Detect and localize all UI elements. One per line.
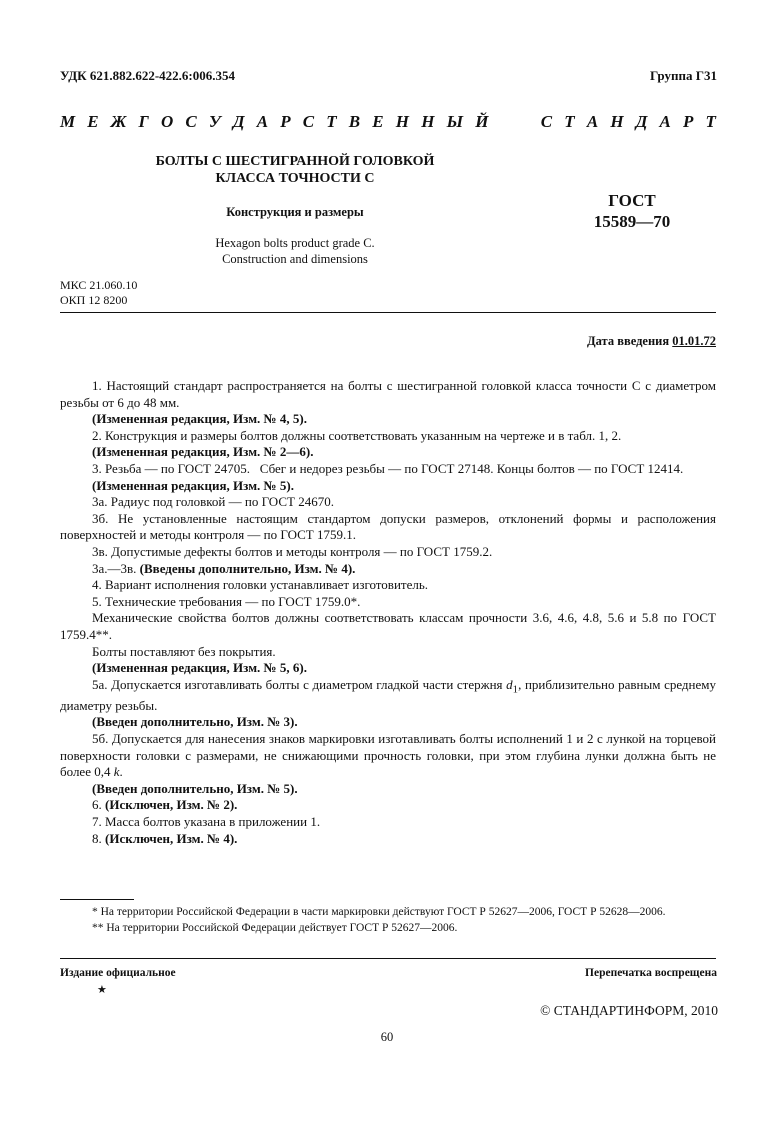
heading-letter: А (256, 112, 269, 131)
heading-letter: Д (635, 112, 648, 131)
mks-code: МКС 21.060.10 (60, 278, 138, 292)
footnotes (60, 905, 716, 936)
star-icon: ★ (97, 984, 107, 996)
heading-letter: Н (395, 112, 410, 131)
heading-letter: Й (475, 112, 489, 131)
english-title-line-1: Hexagon bolts product grade C. (215, 236, 375, 250)
body-paragraph: 8. (Исключен, Изм. № 4). (92, 830, 238, 846)
gost-label: ГОСТ (608, 191, 656, 210)
heading-letter: Р (682, 112, 694, 131)
footnote-2: ** На территории Российской Федерации действует ГОСТ Р 52627—2006. (92, 921, 458, 934)
heading-letter: Г (138, 112, 149, 131)
body-paragraph: 5б. Допускается для нанесения знаков маркировки изготавливать болты исполнений 1 и 2 с лункой на торцевой поверхности головки с размерами, не снижающими прочность головки, при этом глубина лунки должна быть не более 0,4 k. (60, 731, 716, 780)
body-paragraph: (Введен дополнительно, Изм. № 3). (92, 714, 298, 730)
header-divider (60, 312, 716, 313)
body-paragraph: (Измененная редакция, Изм. № 2—6). (92, 444, 314, 460)
english-title (130, 235, 460, 267)
udk-code: УДК 621.882.622-422.6:006.354 (60, 68, 236, 83)
heading-letter: А (659, 112, 671, 131)
heading-letter: В (348, 112, 361, 131)
body-paragraph: 2. Конструкция и размеры болтов должны соответствовать указанным на чертеже и в табл. 1, 2. (92, 427, 622, 443)
document-body (60, 378, 716, 847)
introduction-date (587, 334, 716, 349)
heading-letter: С (302, 112, 315, 131)
title-line-2: КЛАССА ТОЧНОСТИ С (215, 171, 375, 186)
heading-gap (501, 112, 529, 132)
body-paragraph: (Измененная редакция, Изм. № 4, 5). (92, 411, 307, 427)
heading-letter: С (185, 112, 197, 131)
heading-letter: Д (232, 112, 245, 131)
body-paragraph: (Введен дополнительно, Изм. № 5). (92, 780, 298, 796)
heading-letter: Н (610, 112, 624, 131)
document-subtitle: Конструкция и размеры (226, 205, 364, 219)
heading-letter: Р (280, 112, 291, 131)
heading-letter: Т (564, 112, 575, 131)
body-paragraph: 3а. Радиус под головкой — по ГОСТ 24670. (92, 494, 334, 510)
page-number: 60 (380, 1030, 394, 1044)
gost-code: 15589—70 (593, 212, 671, 231)
heading-letter: Ы (446, 112, 464, 131)
heading-letter: Ж (110, 112, 127, 131)
edition-note: Издание официальное (60, 967, 176, 979)
heading-letter: А (586, 112, 599, 131)
title-line-1: БОЛТЫ С ШЕСТИГРАННОЙ ГОЛОВКОЙ (155, 154, 435, 169)
okp-code: ОКП 12 8200 (60, 293, 128, 307)
body-paragraph: Болты поставляют без покрытия. (92, 643, 276, 659)
body-paragraph: 4. Вариант исполнения головки устанавливает изготовитель. (92, 577, 429, 593)
heading-letter: У (208, 112, 221, 131)
body-paragraph: 3б. Не установленные настоящим стандартом допуски размеров, отклонений формы и расположения поверхностей и методы контроля — по ГОСТ 1759.1. (60, 510, 716, 543)
heading-letter: Н (421, 112, 435, 131)
footnote-divider (60, 899, 134, 900)
body-paragraph: 3. Резьба — по ГОСТ 24705. Сбег и недорез резьбы — по ГОСТ 27148. Концы болтов — по ГОСТ 12414. (92, 460, 684, 476)
body-paragraph: 3в. Допустимые дефекты болтов и методы контроля — по ГОСТ 1759.2. (92, 543, 493, 559)
body-paragraph: 6. (Исключен, Изм. № 2). (92, 797, 238, 813)
body-paragraph: 3а.—3в. (Введены дополнительно, Изм. № 4). (92, 560, 356, 576)
heading-letter: Т (326, 112, 337, 131)
document-title (130, 153, 460, 187)
heading-letter: О (160, 112, 174, 131)
english-title-line-2: Construction and dimensions (222, 252, 368, 266)
heading-letter: М (60, 112, 76, 131)
heading-letter: Е (372, 112, 384, 131)
body-paragraph: Механические свойства болтов должны соответствовать классам прочности 3.6, 4.6, 4.8, 5.6 и 5.8 по ГОСТ 1759.4**. (60, 610, 716, 642)
reprint-note: Перепечатка воспрещена (585, 967, 717, 979)
footnote-1: * На территории Российской Федерации в части маркировки действуют ГОСТ Р 52627—2006, ГОСТ Р 52628—2006. (92, 906, 666, 918)
heading-letter: Е (87, 112, 99, 131)
heading-letter: Т (705, 112, 716, 131)
heading-letter: С (540, 112, 553, 131)
date-value: 01.01.72 (672, 334, 716, 348)
body-paragraph: 5. Технические требования — по ГОСТ 1759.0*. (92, 593, 361, 609)
group-code: Группа Г31 (649, 68, 717, 83)
classification-codes (60, 278, 137, 308)
gost-number (570, 190, 694, 232)
body-paragraph: (Измененная редакция, Изм. № 5, 6). (92, 660, 307, 676)
footer-divider (60, 958, 716, 959)
body-paragraph: 5а. Допускается изготавливать болты с диаметром гладкой части стержня $d_1$, приблизительно равным среднему диаметру резьбы. (60, 676, 717, 713)
copyright: © СТАНДАРТИНФОРМ, 2010 (540, 1003, 718, 1018)
body-paragraph: 7. Масса болтов указана в приложении 1. (92, 814, 321, 830)
body-paragraph: 1. Настоящий стандарт распространяется на болты с шестигранной головкой класса точности С с диаметром резьбы от 6 до 48 мм. (60, 378, 716, 410)
standard-type-heading (60, 112, 716, 132)
date-label: Дата введения (587, 334, 670, 348)
body-paragraph: (Измененная редакция, Изм. № 5). (92, 477, 294, 493)
